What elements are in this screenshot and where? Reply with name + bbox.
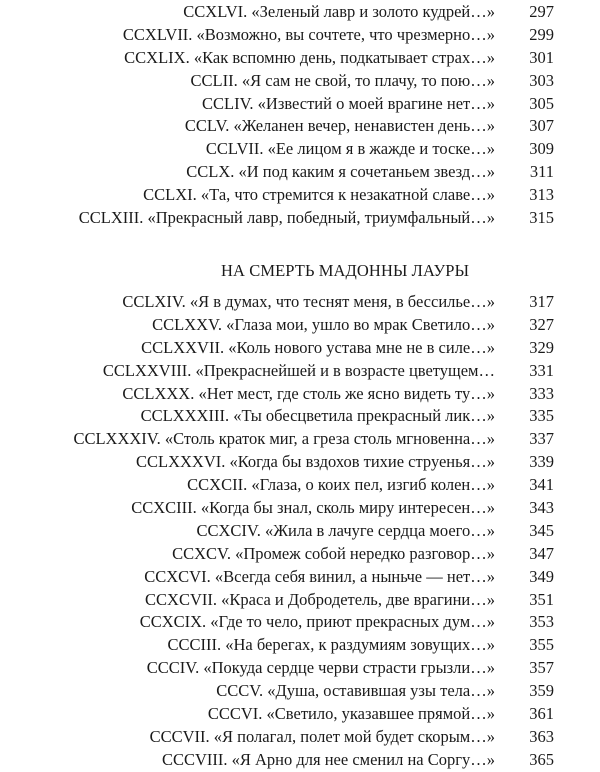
toc-entry[interactable]	[0, 1, 600, 24]
toc-entry-title: CCCVII. «Я полагал, полет мой будет скорым…»	[149, 726, 495, 746]
toc-entry-title: CCXLVII. «Возможно, вы сочтете, что чрезмерно…»	[122, 24, 495, 44]
toc-entry[interactable]	[0, 24, 600, 47]
toc-entry[interactable]	[0, 451, 600, 474]
toc-entry[interactable]	[0, 47, 600, 70]
toc-page-number: 353	[529, 612, 554, 632]
toc-entry[interactable]	[0, 566, 600, 589]
toc-entry[interactable]	[0, 474, 600, 497]
toc-entry-title: CCLXXXIII. «Ты обесцветила прекрасный лик…»	[140, 406, 495, 426]
toc-page-number: 363	[529, 726, 554, 746]
toc-entry[interactable]	[0, 657, 600, 680]
toc-entry-title: CCXCIX. «Где то чело, приют прекрасных дум…»	[139, 612, 495, 632]
toc-page-number: 307	[529, 116, 554, 136]
toc-page-number: 329	[529, 337, 554, 357]
toc-entry[interactable]	[0, 520, 600, 543]
toc-page-number: 347	[529, 543, 554, 563]
toc-page-number: 337	[529, 429, 554, 449]
toc-entry[interactable]	[0, 543, 600, 566]
toc-page-number: 311	[529, 162, 554, 182]
toc-entry[interactable]	[0, 497, 600, 520]
toc-entry-title: CCLXIV. «Я в думах, что теснят меня, в бессилье…»	[122, 292, 495, 311]
toc-entry[interactable]	[0, 314, 600, 337]
toc-entry-title: CCLXI. «Та, что стремится к незакатной славе…»	[143, 185, 495, 205]
toc-page-number: 327	[529, 314, 554, 334]
toc-entry-title: CCLXXV. «Глаза мои, ушло во мрак Светило…»	[152, 314, 495, 334]
toc-entry-title: CCLXIII. «Прекрасный лавр, победный, триумфальный…»	[78, 208, 495, 228]
toc-page-number: 351	[529, 589, 554, 609]
toc-page-number: 297	[529, 2, 554, 21]
toc-entry-title: CCLX. «И под каким я сочетаньем звезд…»	[186, 162, 495, 182]
toc-entry-title: CCCV. «Душа, оставившая узы тела…»	[216, 681, 495, 701]
toc-entry[interactable]	[0, 634, 600, 657]
toc-entry-title: CCXLVI. «Зеленый лавр и золото кудрей…»	[183, 2, 495, 21]
toc-page-number: 345	[529, 520, 554, 540]
toc-entry-title: CCCIII. «На берегах, к раздумиям зовущих…»	[167, 635, 495, 655]
toc-entry[interactable]	[0, 703, 600, 726]
toc-page-number: 339	[529, 452, 554, 472]
toc-page-number: 309	[529, 139, 554, 159]
toc-page-number: 355	[529, 635, 554, 655]
toc-entry-title: CCXCII. «Глаза, о коих пел, изгиб колен…»	[187, 475, 495, 495]
toc-page-number: 331	[529, 360, 554, 380]
toc-entry[interactable]	[0, 405, 600, 428]
toc-entry-title: CCLXXVII. «Коль нового устава мне не в силе…»	[141, 337, 495, 357]
toc-page-number: 361	[529, 704, 554, 724]
toc-page-number: 301	[529, 47, 554, 67]
toc-entry-title: CCLV. «Желанен вечер, ненавистен день…»	[184, 116, 495, 136]
toc-entry-title: CCLXXX. «Нет мест, где столь же ясно видеть ту…»	[122, 383, 495, 403]
toc-entry[interactable]	[0, 161, 600, 184]
toc-entry[interactable]	[0, 70, 600, 93]
toc-entry[interactable]	[0, 184, 600, 207]
toc-entry-title: CCCIV. «Покуда сердце черви страсти грызли…»	[146, 658, 495, 678]
toc-entry[interactable]	[0, 726, 600, 749]
toc-entry-title: CCXCVII. «Краса и Добродетель, две врагини…»	[145, 589, 495, 609]
toc-entry-title: CCLXXXVI. «Когда бы вздохов тихие струенья…»	[136, 452, 495, 472]
toc-entry[interactable]	[0, 611, 600, 634]
toc-entry-title: CCXLIX. «Как вспомню день, подкатывает страх…»	[124, 47, 495, 67]
toc-entry[interactable]	[0, 428, 600, 451]
toc-entry-title: CCXCIV. «Жила в лачуге сердца моего…»	[196, 520, 495, 540]
toc-entry[interactable]	[0, 337, 600, 360]
toc-entry-title: CCLIV. «Известий о моей врагине нет…»	[202, 93, 495, 113]
toc-page-number: 299	[529, 24, 554, 44]
toc-entry-title: CCLXXVIII. «Прекраснейшей и в возрасте цветущем…	[102, 360, 495, 380]
toc-entry[interactable]	[0, 360, 600, 383]
toc-entry[interactable]	[0, 749, 600, 772]
toc-page-number: 365	[529, 749, 554, 769]
toc-entry-title: CCLXXXIV. «Столь краток миг, а греза столь мгновенна…»	[73, 429, 495, 449]
toc-entry[interactable]	[0, 138, 600, 161]
toc-entry[interactable]	[0, 207, 600, 230]
toc-entry[interactable]	[0, 291, 600, 314]
toc-page-number: 303	[529, 70, 554, 90]
toc-entry-title: CCCVI. «Светило, указавшее прямой…»	[207, 704, 495, 724]
toc-entry-title: CCLII. «Я сам не свой, то плачу, то пою…»	[190, 70, 495, 90]
toc-entry-title: CCXCIII. «Когда бы знал, сколь миру интересен…»	[131, 498, 495, 518]
toc-page-number: 333	[529, 383, 554, 403]
toc-entry[interactable]	[0, 680, 600, 703]
toc-entry[interactable]	[0, 383, 600, 406]
toc-page-number: 315	[529, 208, 554, 228]
toc-page-number: 343	[529, 498, 554, 518]
toc-page-number: 349	[529, 566, 554, 586]
toc-entry-title: CCLVII. «Ее лицом я в жажде и тоске…»	[205, 139, 495, 159]
toc-page-number: 317	[529, 292, 554, 311]
toc-page-number: 357	[529, 658, 554, 678]
toc-page-number: 359	[529, 681, 554, 701]
toc-page-number: 305	[529, 93, 554, 113]
toc-entry-title: CCXCVI. «Всегда себя винил, а ныньче — нет…»	[144, 566, 495, 586]
toc-entry-title: CCCVIII. «Я Арно для нее сменил на Соргу…»	[161, 749, 495, 769]
toc-page-number: 341	[529, 475, 554, 495]
toc-list	[0, 291, 600, 772]
section-heading: НА СМЕРТЬ МАДОННЫ ЛАУРЫ	[221, 261, 470, 280]
toc-entry[interactable]	[0, 589, 600, 612]
toc-entry[interactable]	[0, 93, 600, 116]
toc-page-number: 335	[529, 406, 554, 426]
toc-entry-title: CCXCV. «Промеж собой нередко разговор…»	[172, 543, 495, 563]
toc-list	[0, 1, 600, 230]
toc-entry[interactable]	[0, 115, 600, 138]
toc-page-number: 313	[529, 185, 554, 205]
